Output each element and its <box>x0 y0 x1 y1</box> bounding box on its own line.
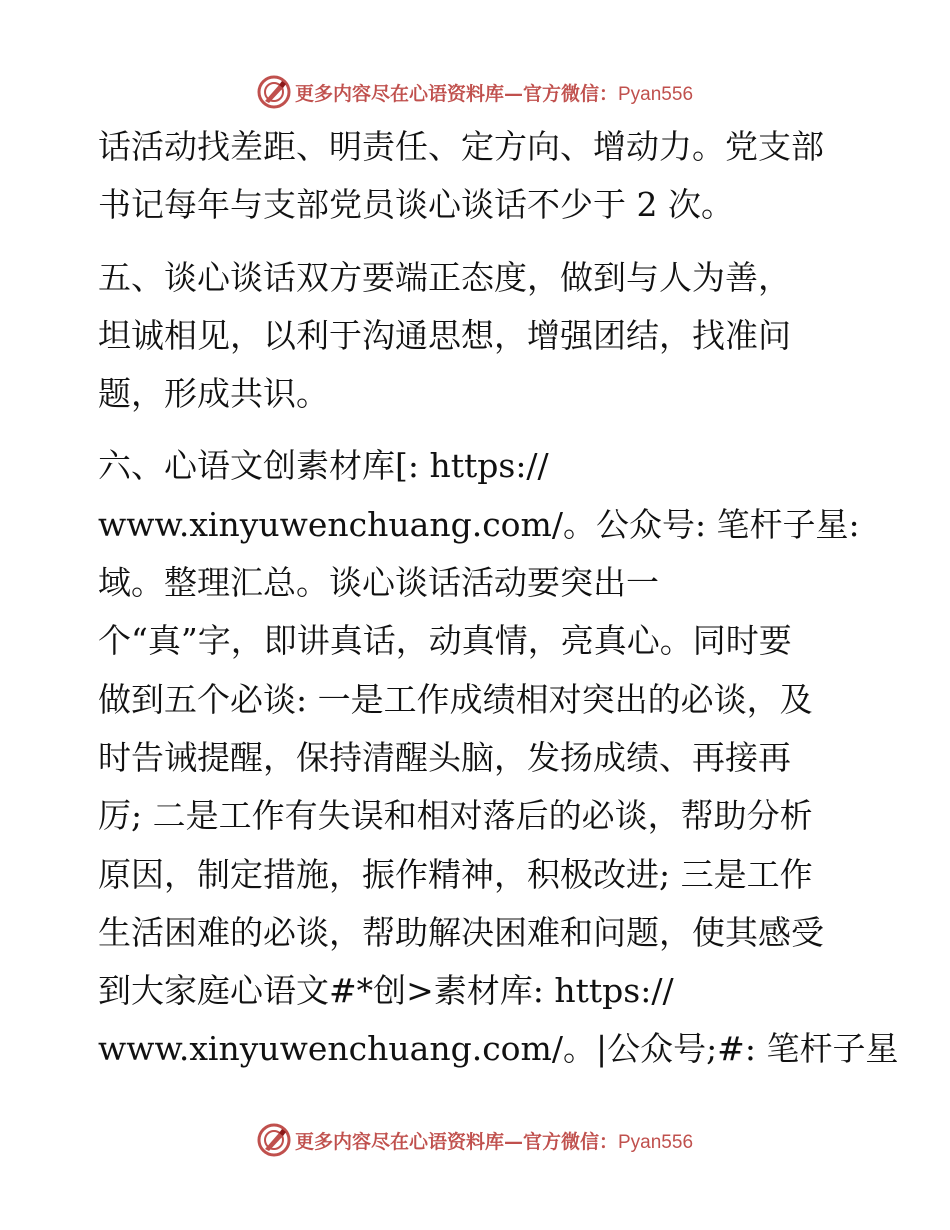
text-line: 题，形成共识。 <box>98 374 329 414</box>
text-line: 厉; 二是工作有失误和相对落后的必谈，帮助分析 <box>98 796 813 836</box>
text-line: 五、谈心谈话双方要端正态度，做到与人为善， <box>98 257 791 297</box>
text-line: 话活动找差距、明责任、定方向、增动力。党支部 <box>98 127 824 166</box>
text-line: www.xinyuwenchuang.com/。公众号: 笔杆子星: <box>98 504 860 544</box>
paragraph <box>98 437 899 1078</box>
pen-logo-icon <box>257 1123 291 1157</box>
document-body <box>98 118 899 1079</box>
text-line: 生活困难的必谈，帮助解决困难和问题，使其感受 <box>98 912 824 952</box>
text-line: 域。整理汇总。谈心谈话活动要突出一 <box>98 563 659 603</box>
paragraph <box>98 118 858 235</box>
text-line: 坦诚相见，以利于沟通思想，增强团结，找准问 <box>98 315 791 355</box>
text-line: www.xinyuwenchuang.com/。|公众号;#: 笔杆子星 <box>98 1029 899 1069</box>
text-line: 原因，制定措施，振作精神，积极改进; 三是工作 <box>98 854 813 894</box>
paragraph <box>98 249 858 424</box>
watermark-text: 更多内容尽在心语资料库—官方微信：Pyan556 <box>294 1130 694 1153</box>
text-line: 个“真”字，即讲真话，动真情，亮真心。同时要 <box>98 621 792 661</box>
watermark-header <box>0 72 950 112</box>
text-line: 时告诫提醒，保持清醒头脑，发扬成绩、再接再 <box>98 737 791 777</box>
watermark-footer <box>0 1120 950 1160</box>
watermark-text: 更多内容尽在心语资料库—官方微信：Pyan556 <box>294 82 694 105</box>
text-line: 六、心语文创素材库[: https:// <box>98 446 549 486</box>
text-line: 到大家庭心语文#*创>素材库: https:// <box>98 971 674 1011</box>
text-line: 书记每年与支部党员谈心谈话不少于 2 次。 <box>98 185 734 225</box>
text-line: 做到五个必谈: 一是工作成绩相对突出的必谈，及 <box>98 679 813 719</box>
pen-logo-icon <box>257 75 291 109</box>
